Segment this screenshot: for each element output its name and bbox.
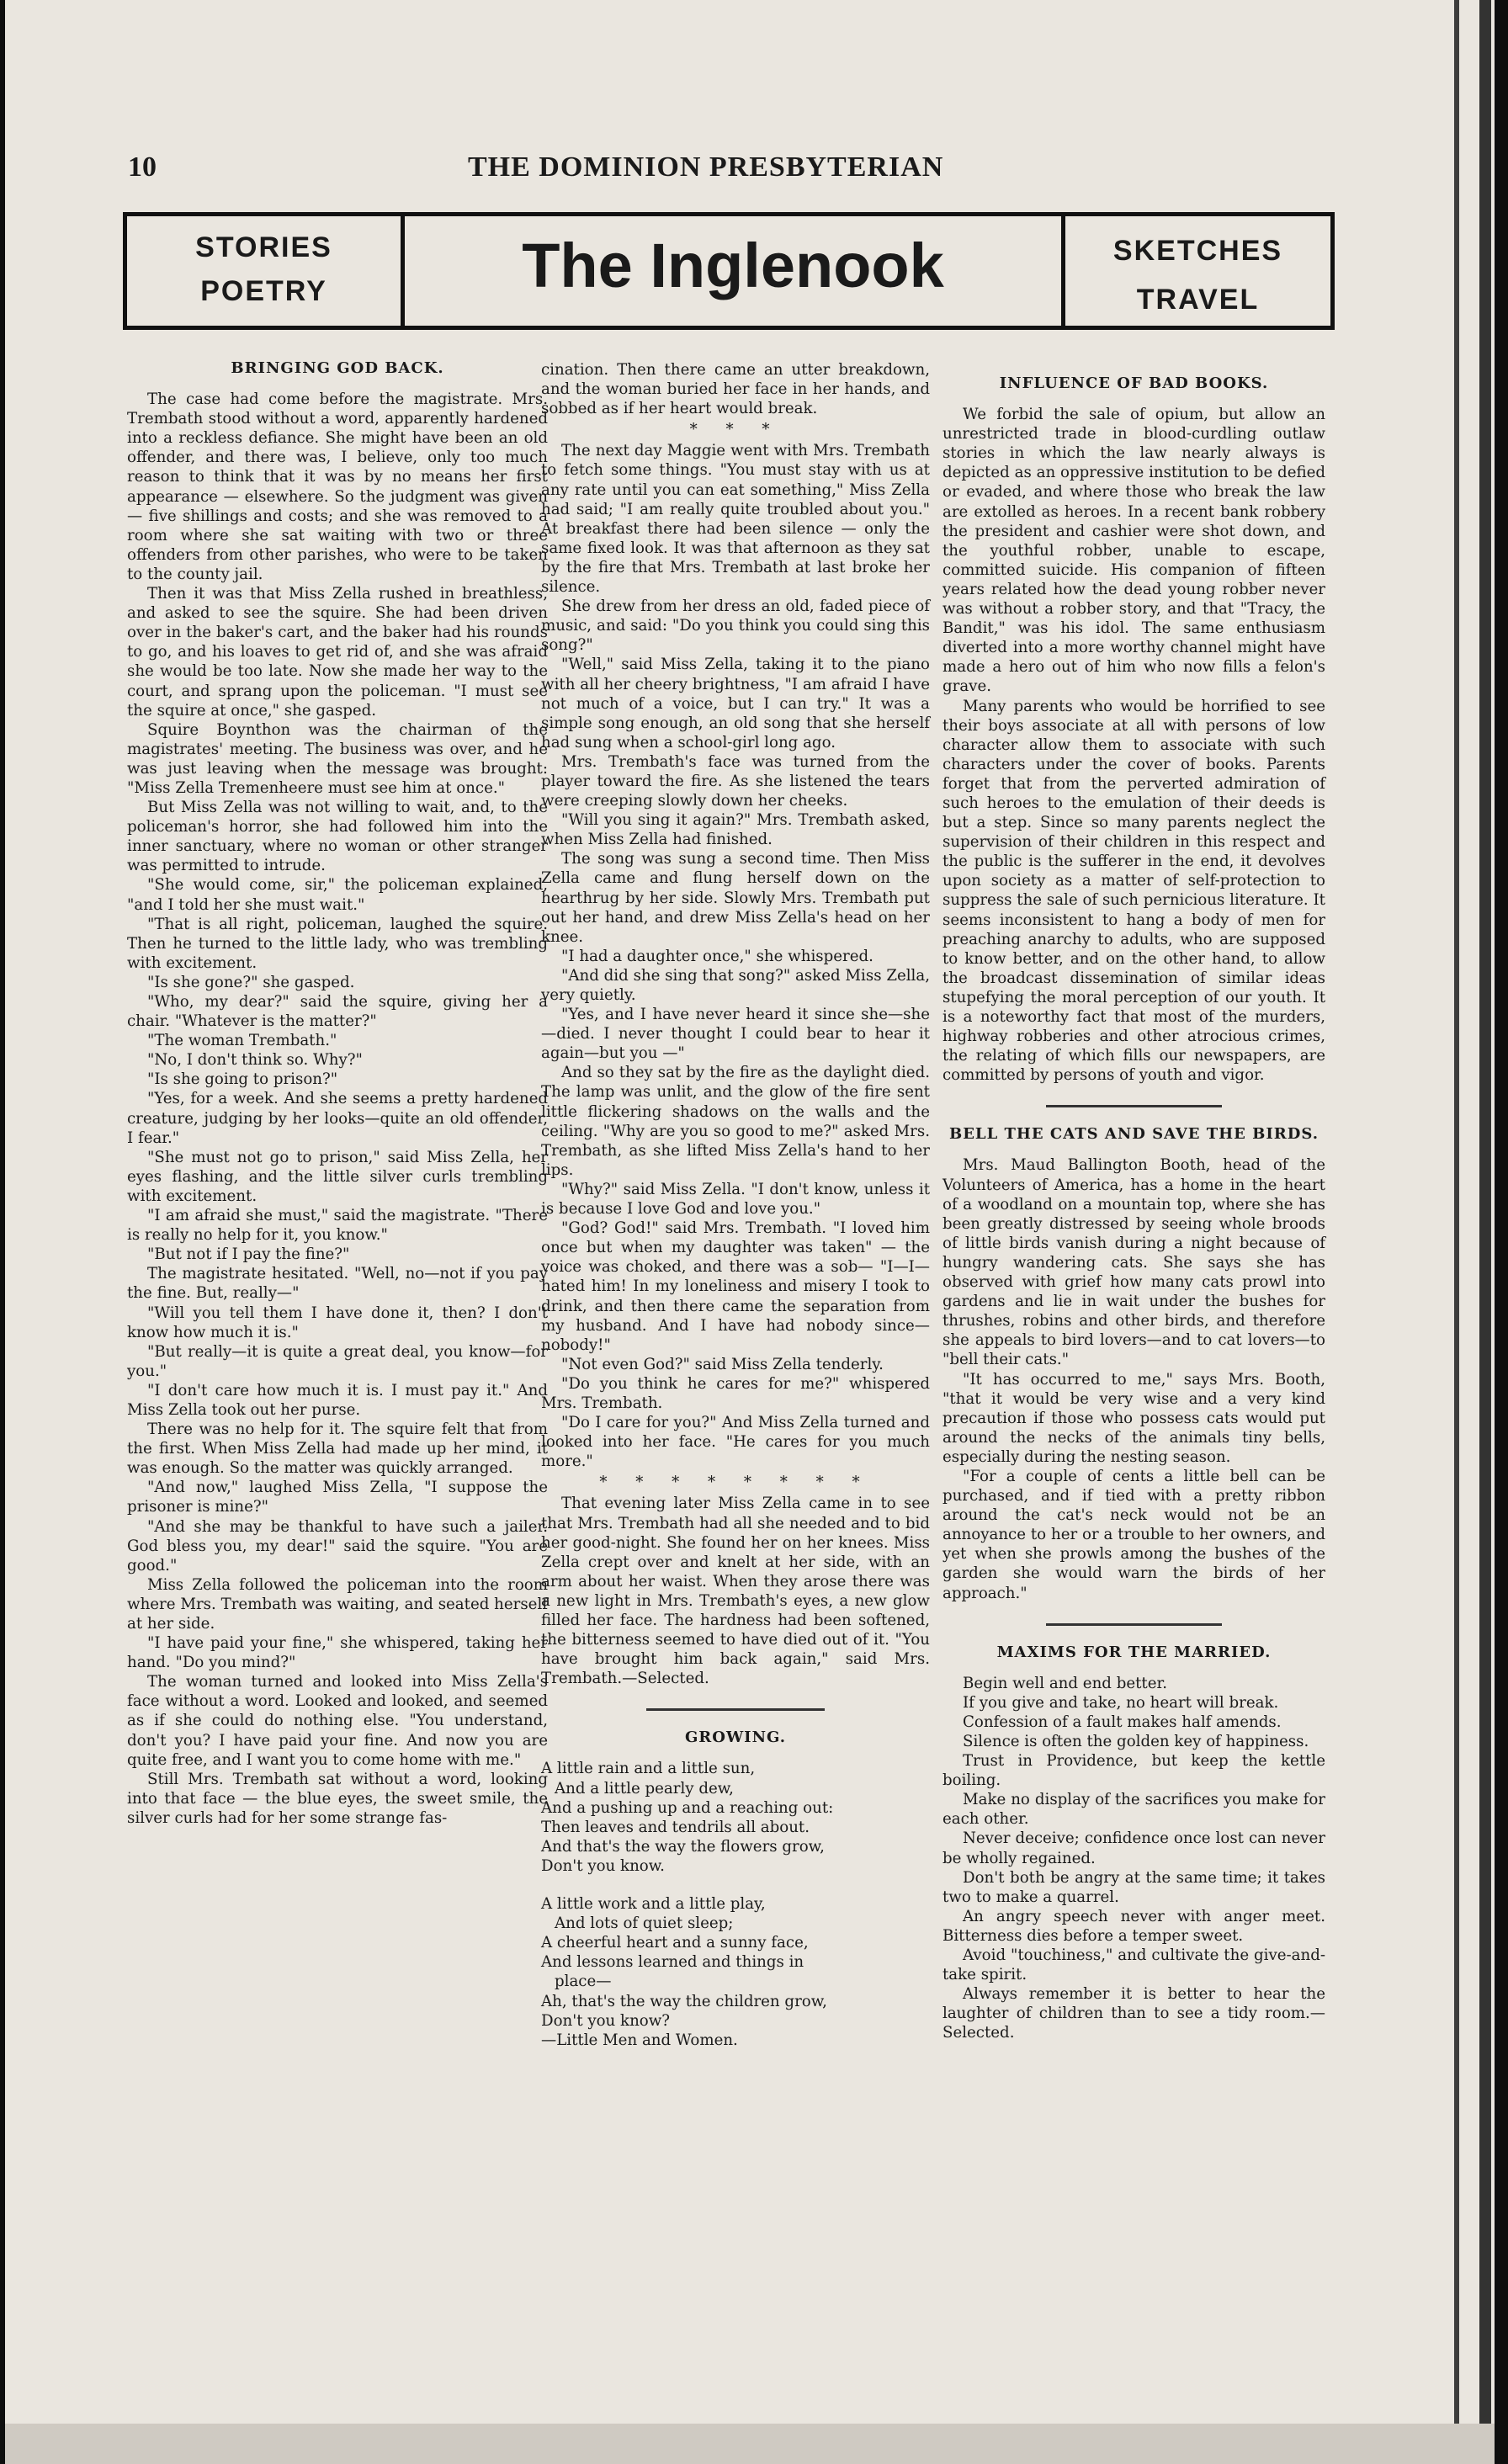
story-paragraph: "That is all right, policeman, laughed the squire. Then he turned to the little lady, who was trembling with excitement. [127, 915, 548, 972]
story-paragraph: Mrs. Trembath's face was turned from the player toward the fire. As she listened the tears were creeping slowly down her cheeks. [541, 752, 930, 810]
poem-line: Don't you know? [541, 2011, 671, 2030]
story-paragraph: "Yes, for a week. And she seems a pretty hardened creature, judging by her looks—quite an old offender, I fear." [127, 1090, 548, 1147]
story-paragraph: "I had a daughter once," she whispered. [561, 947, 873, 965]
column-3 [942, 369, 1325, 2043]
maxim-item: Avoid "touchiness," and cultivate the give-and-take spirit. [942, 1946, 1325, 1984]
story-paragraph: "Is she going to prison?" [147, 1070, 338, 1089]
banner-right-box [1061, 216, 1330, 326]
divider [1046, 1105, 1222, 1107]
column-2 [541, 360, 930, 2050]
article-paragraph: Mrs. Maud Ballington Booth, head of the Volunteers of America, has a home in the heart of a woodland on a mountain top, where she has been greatly distressed by seeing whole broods of little birds vanish during a night because of hungry wandering cats. She says she has observed with grief how many cats prowl into gardens and lie in wait under the bushes for thrushes, robins and other birds, and therefore she appeals to bird lovers—and to cat lovers—to "bell their cats." [942, 1156, 1325, 1369]
story-paragraph: "She would come, sir," the policeman explained, "and I told her she must wait." [127, 876, 548, 914]
story-paragraph: There was no help for it. The squire felt that from the first. When Miss Zella had made up her mind, it was enough. So the matter was quickly arranged. [127, 1421, 548, 1478]
poem-line: And a little pearly dew, [555, 1779, 734, 1798]
story-paragraph: "Do I care for you?" And Miss Zella turned and looked into her face. "He cares for you much more." [541, 1414, 930, 1471]
poem-line: place— [555, 1973, 612, 1991]
story-paragraph: The magistrate hesitated. "Well, no—not if you pay the fine. But, really—" [127, 1265, 548, 1303]
running-header [114, 151, 1427, 199]
maxim-item: An angry speech never with anger meet. Bitterness dies before a temper sweet. [942, 1907, 1325, 1945]
story-paragraph: The woman turned and looked into Miss Zella's face without a word. Looked and looked, and seemed as if she could do nothing else. "You understand, don't you? I have paid your fine. And now you are quite free, and I want you to come home with me." [127, 1673, 548, 1769]
story-paragraph: "Not even God?" said Miss Zella tenderly. [561, 1355, 884, 1373]
story-paragraph: Then it was that Miss Zella rushed in breathless, and asked to see the squire. She had been driven over in the baker's cart, and the baker had his rounds to go, and his loaves to get rid of, and she was afraid she would be too late. Now she made her way to the court, and sprang upon the policeman. "I must see the squire at once," she gasped. [127, 585, 548, 720]
poem-credit: —Little Men and Women. [541, 2031, 738, 2049]
story-paragraph: "Do you think he cares for me?" whispered Mrs. Trembath. [541, 1374, 930, 1412]
section-banner [123, 212, 1335, 330]
scan-edge-shadow [1479, 0, 1491, 2464]
story-paragraph: "Will you tell them I have done it, then? I don't know how much it is." [127, 1304, 548, 1341]
story-paragraph: Still Mrs. Trembath sat without a word, looking into that face — the blue eyes, the sweet smile, the silver curls had for her some strange fas- [127, 1770, 548, 1827]
story-paragraph: "God? God!" said Mrs. Trembath. "I loved him once but when my daughter was taken" — the voice was choked, and there was a sob— "I—I—hated him! In my loneliness and misery I took to drink, and then there came the separation from my husband. And I have had nobody since—nobody!" [541, 1219, 930, 1354]
story-paragraph: "Will you sing it again?" Mrs. Trembath asked, when Miss Zella had finished. [541, 811, 930, 849]
story-paragraph: But Miss Zella was not willing to wait, and, to the policeman's horror, she had followed him into the inner sanctuary, where no woman or other stranger was permitted to intrude. [127, 799, 548, 875]
stanza-break [541, 1876, 930, 1894]
section-break-stars: * * * * * * * * [599, 1474, 872, 1492]
article-title-books: INFLUENCE OF BAD BOOKS. [999, 374, 1269, 392]
story-paragraph: "But not if I pay the fine?" [147, 1245, 350, 1264]
poem-line: A little work and a little play, [541, 1895, 766, 1914]
story-paragraph: She drew from her dress an old, faded piece of music, and said: "Do you think you could sing this song?" [541, 597, 930, 655]
maxim-item: Trust in Providence, but keep the kettle boiling. [942, 1752, 1325, 1790]
poem-line: And lessons learned and things in [541, 1953, 804, 1972]
article-paragraph: We forbid the sale of opium, but allow an unrestricted trade in blood-curdling outlaw stories in which the law nearly always is depicted as an oppressive institution to be defied or evaded, and where those who break the law are extolled as heroes. In a recent bank robbery the president and cashier were shot down, and the youthful robber, unable to escape, committed suicide. His companion of fifteen years related how the dead young robber never was without a robber story, and that "Tracy, the Bandit," was his idol. The same enthusiasm diverted into a more worthy channel might have made a hero out of him who now fills a felon's grave. [942, 406, 1325, 696]
divider [646, 1708, 826, 1711]
poem-line: And lots of quiet sleep; [555, 1914, 734, 1933]
column-1 [127, 353, 548, 1828]
story-paragraph: Miss Zella followed the policeman into the room where Mrs. Trembath was waiting, and seated herself at her side. [127, 1575, 548, 1633]
maxim-item: Begin well and end better. [963, 1674, 1167, 1692]
story-paragraph: "And now," laughed Miss Zella, "I suppose the prisoner is mine?" [127, 1479, 548, 1516]
banner-left-line-2: POETRY [200, 275, 327, 307]
story-paragraph: "But really—it is quite a great deal, you know—for you." [127, 1342, 548, 1380]
section-break-stars: * * * [689, 421, 782, 439]
story-paragraph: The song was sung a second time. Then Miss Zella came and flung herself down on the hearthrug by her side. Slowly Mrs. Trembath put out her hand, and drew Miss Zella's head on her knee. [541, 850, 930, 946]
maxim-item: Don't both be angry at the same time; it takes two to make a quarrel. [942, 1868, 1325, 1906]
paper-title: THE DOMINION PRESBYTERIAN [468, 151, 944, 183]
banner-right-line-2: TRAVEL [1136, 284, 1260, 316]
story-paragraph: "The woman Trembath." [147, 1032, 337, 1050]
story-paragraph: "Is she gone?" she gasped. [147, 973, 355, 991]
article-title-maxims: MAXIMS FOR THE MARRIED. [996, 1643, 1272, 1661]
story-paragraph: The case had come before the magistrate. Mrs. Trembath stood without a word, apparently hardened into a reckless defiance. She might have been an old offender, and there was, I believe, only too much reason to think that it was by no means her first appearance — elsewhere. So the judgment was given — five shillings and costs; and she was removed to a room where she sat waiting with two or three offenders from other parishes, who were to be taken to the county jail. [127, 390, 548, 583]
poem-line: And that's the way the flowers grow, [541, 1837, 825, 1856]
maxim-item: Never deceive; confidence once lost can never be wholly regained. [942, 1829, 1325, 1867]
poem-line: A cheerful heart and a sunny face, [541, 1934, 809, 1952]
maxim-item: Confession of a fault makes half amends. [963, 1713, 1282, 1731]
poem-line: And a pushing up and a reaching out: [541, 1798, 834, 1817]
section-title: The Inglenook [522, 231, 944, 300]
maxim-item: Make no display of the sacrifices you make for each other. [942, 1791, 1325, 1829]
story-paragraph: "And she may be thankful to have such a jailer. God bless you, my dear!" said the squire. "You are good." [127, 1517, 548, 1575]
poem-line: Don't you know. [541, 1856, 665, 1875]
poem-line: Ah, that's the way the children grow, [541, 1992, 827, 2010]
story-paragraph: "And did she sing that song?" asked Miss Zella, very quietly. [541, 966, 930, 1004]
article-title-cats: BELL THE CATS AND SAVE THE BIRDS. [949, 1125, 1319, 1144]
story-paragraph: "She must not go to prison," said Miss Zella, her eyes flashing, and the little silver curls trembling with excitement. [127, 1148, 548, 1205]
banner-title-box [401, 216, 1065, 326]
article-paragraph: "It has occurred to me," says Mrs. Booth, "that it would be very wise and a very kind precaution if those who possess cats would put around the necks of the animals tiny bells, especially during the nesting season. [942, 1370, 1325, 1466]
banner-right-line-1: SKETCHES [1112, 235, 1283, 267]
story-paragraph: "Yes, and I have never heard it since she—she—died. I never thought I could bear to hear it again—but you —" [541, 1006, 930, 1063]
banner-left-line-1: STORIES [195, 231, 332, 263]
scan-fold-shadow [1454, 0, 1459, 2464]
story-paragraph: The next day Maggie went with Mrs. Trembath to fetch some things. "You must stay with us at any rate until you can eat something," Miss Zella had said; "I am really quite troubled about you." At breakfast there had been silence — only the same fixed look. It was that afternoon as they sat by the fire that Mrs. Trembath at last broke her silence. [541, 442, 930, 597]
poem-body [541, 1759, 930, 2049]
poem-line: A little rain and a little sun, [541, 1760, 756, 1778]
poem-line: Then leaves and tendrils all about. [541, 1818, 810, 1836]
maxim-item: Silence is often the golden key of happiness. [963, 1733, 1309, 1750]
page-bottom-margin [5, 2424, 1495, 2464]
story-paragraph: "Well," said Miss Zella, taking it to the piano with all her cheery brightness, "I am afraid I have not much of a voice, but I can try." It was a simple song enough, an old song that she herself had sung when a school-girl long ago. [541, 656, 930, 751]
maxim-item: Always remember it is better to hear the laughter of children than to see a tidy room.—Selected. [942, 1985, 1325, 2042]
poem-title: GROWING. [684, 1729, 787, 1747]
article-paragraph: Many parents who would be horrified to see their boys associate at all with persons of low character allow them to associate with such characters under the cover of books. Parents forget that from the perverted admiration of such heroes to the emulation of their deeds is but a step. Since so many parents neglect the supervision of their children in this respect and the public is the sufferer in the end, it devolves upon society as a matter of self-protection to suppress the sale of such pernicious literature. It seems inconsistent to hang a body of men for preaching anarchy to adults, who are supposed to know better, and on the other hand, to allow the broadcast dissemination of similar ideas stupefying the moral perception of our youth. It is a noteworthy fact that most of the murders, highway robberies and other atrocious crimes, the relating of which fills our newspapers, are committed by persons of youth and vigor. [942, 697, 1325, 1085]
newspaper-page [5, 0, 1495, 2464]
story-paragraph: cination. Then there came an utter breakdown, and the woman buried her face in her hands, and sobbed as if her heart would break. [541, 361, 930, 418]
story-paragraph: "No, I don't think so. Why?" [147, 1051, 363, 1070]
story-paragraph: "I don't care how much it is. I must pay it." And Miss Zella took out her purse. [127, 1381, 548, 1419]
page-number: 10 [128, 151, 157, 183]
article-paragraph: "For a couple of cents a little bell can be purchased, and if tied with a pretty ribbon around the cat's neck would not be an annoyance to her or a trouble to her owners, and yet when she prowls among the bushes of the garden she would warn the birds of her approach." [942, 1467, 1325, 1602]
banner-left-box [127, 216, 405, 326]
story-paragraph: And so they sat by the fire as the daylight died. The lamp was unlit, and the glow of the fire sent little flickering shadows on the walls and the ceiling. "Why are you so good to me?" asked Mrs. Trembath, as she lifted Miss Zella's hand to her lips. [541, 1064, 930, 1179]
story-title: BRINGING GOD BACK. [231, 359, 444, 377]
story-body [127, 390, 548, 1828]
story-paragraph: "I have paid your fine," she whispered, taking her hand. "Do you mind?" [127, 1634, 548, 1672]
maxim-item: If you give and take, no heart will break. [963, 1693, 1279, 1712]
story-paragraph: Squire Boynthon was the chairman of the magistrates' meeting. The business was over, and he was just leaving when the message was brought: "Miss Zella Tremenheere must see him at once." [127, 720, 548, 797]
story-paragraph: "Why?" said Miss Zella. "I don't know, unless it is because I love God and love you." [541, 1180, 930, 1219]
story-paragraph: That evening later Miss Zella came in to see that Mrs. Trembath had all she needed and to bid her good-night. She found her on her knees. Miss Zella crept over and knelt at her side, with an arm about her waist. When they arose there was a new light in Mrs. Trembath's eyes, a new glow filled her face. The hardness had been softened, the bitterness seemed to have died out of it. "You have brought him back again," said Mrs. Trembath.—Selected. [541, 1495, 930, 1688]
story-paragraph: "I am afraid she must," said the magistrate. "There is really no help for it, you know." [127, 1207, 548, 1245]
story-paragraph: "Who, my dear?" said the squire, giving her a chair. "Whatever is the matter?" [127, 993, 548, 1031]
divider [1046, 1623, 1222, 1626]
